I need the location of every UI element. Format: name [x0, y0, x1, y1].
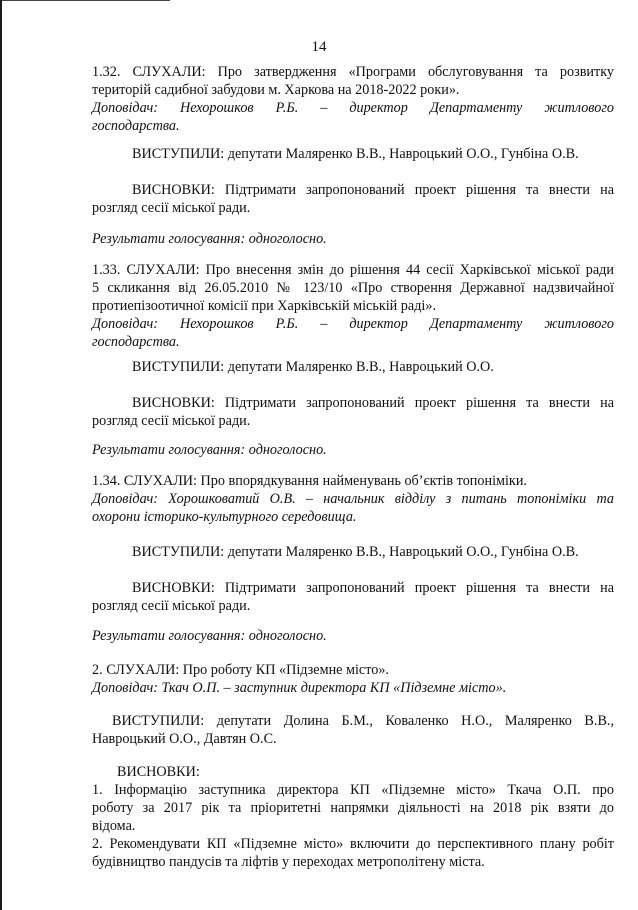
conclusion-line: 1. Інформацію заступника директора КП «Підземне місто» Ткача О.П. про: [92, 782, 614, 798]
item-2-conclusions: [92, 763, 614, 871]
spoke-line: ВИСТУПИЛИ: депутати Маляренко В.В., Навроцький О.О., Гунбіна О.В.: [132, 146, 579, 162]
speaker-word: Доповідач:: [92, 100, 158, 116]
text-line: протиепізоотичної комісії при Харківській міській раді».: [92, 298, 436, 314]
item-1-34-vote: Результати голосування: одноголосно.: [92, 628, 327, 644]
item-1-33-vote: Результати голосування: одноголосно.: [92, 442, 327, 458]
item-1-34-spoke: [92, 543, 614, 561]
speaker-word: Р.Б.: [275, 100, 299, 116]
text-line: 2. СЛУХАЛИ: Про роботу КП «Підземне місто».: [92, 662, 389, 678]
conclusion-line: 2. Рекомендувати КП «Підземне місто» включити до перспективного плану робіт: [92, 836, 614, 852]
item-1-32-heard: [92, 63, 614, 135]
item-1-34-heard: [92, 472, 614, 526]
scan-top-edge: [0, 0, 170, 1]
page-number: 14: [311, 39, 327, 55]
text-line: 1.33. СЛУХАЛИ: Про внесення змін до рішення 44 сесії Харківської міської ради: [92, 262, 614, 278]
conclusions-title: ВИСНОВКИ:: [117, 764, 200, 780]
conclusion-line: розгляд сесії міської ради.: [92, 598, 251, 614]
item-1-32-vote: Результати голосування: одноголосно.: [92, 231, 327, 247]
spoke-line: ВИСТУПИЛИ: депутати Долина Б.М., Коваленко Н.О., Маляренко В.В.,: [112, 713, 614, 729]
speaker-word: Нехорошков: [179, 316, 254, 332]
conclusion-line: ВИСНОВКИ: Підтримати запропонований проект рішення та внести на: [132, 182, 614, 198]
item-1-33-spoke: [92, 358, 614, 376]
speaker-word: –: [320, 316, 328, 332]
conclusion-line: розгляд сесії міської ради.: [92, 413, 251, 429]
item-1-33-heard: [92, 261, 614, 351]
speaker-word: житлового: [544, 100, 614, 116]
text-line: 1.32. СЛУХАЛИ: Про затвердження «Програми обслуговування та розвитку: [92, 64, 614, 80]
item-1-32-conclusions: [92, 181, 614, 217]
speaker-line: Доповідач: Ткач О.П. – заступник директора КП «Підземне місто».: [92, 680, 507, 696]
text-line: 5 скликання від 26.05.2010 № 123/10 «Про створення Державної надзвичайної: [92, 280, 614, 296]
speaker-word: –: [320, 100, 328, 116]
conclusion-line: роботу за 2017 рік та пріоритетні напрямки діяльності на 2018 рік взяти до: [92, 800, 614, 816]
speaker-word: Департаменту: [429, 100, 523, 116]
conclusion-line: ВИСНОВКИ: Підтримати запропонований проект рішення та внести на: [132, 580, 614, 596]
spoke-line: ВИСТУПИЛИ: депутати Маляренко В.В., Навроцький О.О.: [132, 359, 494, 375]
item-1-34-conclusions: [92, 579, 614, 615]
speaker-word: директор: [349, 100, 408, 116]
speaker-word: директор: [349, 316, 408, 332]
item-1-32-spoke: [92, 145, 614, 163]
text-line: 1.34. СЛУХАЛИ: Про впорядкування найменувань об’єктів топоніміки.: [92, 473, 527, 489]
speaker-word: Доповідач:: [92, 316, 158, 332]
text-line: територій садибної забудови м. Харкова на 2018-2022 роки».: [92, 82, 460, 98]
spoke-line: Навроцький О.О., Давтян О.С.: [92, 731, 277, 747]
speaker-word: Департаменту: [429, 316, 523, 332]
speaker-word: житлового: [544, 316, 614, 332]
conclusion-line: відома.: [92, 818, 136, 834]
speaker-line-end: господарства.: [92, 334, 180, 350]
spoke-line: ВИСТУПИЛИ: депутати Маляренко В.В., Навроцький О.О., Гунбіна О.В.: [132, 544, 579, 560]
speaker-line-end: господарства.: [92, 118, 180, 134]
speaker-word: Р.Б.: [275, 316, 299, 332]
speaker-line-end: охорони історико-культурного середовища.: [92, 509, 357, 525]
speaker-line: Доповідач: Хорошковатий О.В. – начальник відділу з питань топоніміки та: [92, 491, 614, 507]
conclusion-line: ВИСНОВКИ: Підтримати запропонований проект рішення та внести на: [132, 395, 614, 411]
conclusion-line: будівництво пандусів та ліфтів у переходах метрополітену міста.: [92, 854, 485, 870]
speaker-word: Нехорошков: [179, 100, 254, 116]
conclusion-line: розгляд сесії міської ради.: [92, 200, 251, 216]
item-2-heard: [92, 661, 614, 697]
item-2-spoke: [92, 712, 614, 748]
scan-left-edge: [0, 0, 2, 910]
speaker-line: [92, 99, 614, 117]
item-1-33-conclusions: [92, 394, 614, 430]
speaker-line: [92, 315, 614, 333]
